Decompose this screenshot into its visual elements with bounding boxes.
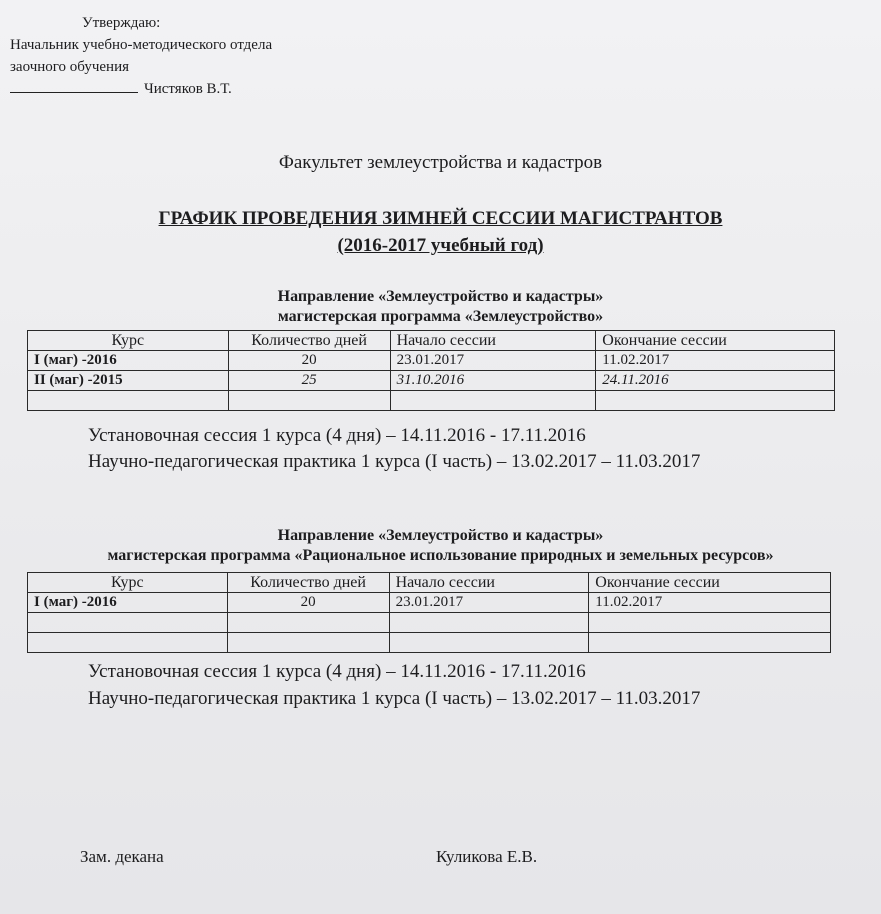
approval-department: заочного обучения <box>10 59 130 75</box>
section1-note-2: Научно-педагогическая практика 1 курса (I часть) – 13.02.2017 – 11.03.2017 <box>88 451 701 472</box>
section1-program: магистерская программа «Землеустройство» <box>277 308 604 325</box>
cell-start <box>390 391 596 411</box>
cell-course <box>28 613 228 633</box>
header-days: Количество дней <box>228 331 390 351</box>
cell-course <box>28 633 228 653</box>
cell-days: 20 <box>227 593 389 613</box>
section2-note-2: Научно-педагогическая практика 1 курса (I часть) – 13.02.2017 – 11.03.2017 <box>88 688 701 709</box>
table-header-row <box>28 573 831 593</box>
footer-name: Куликова Е.В. <box>436 847 538 866</box>
document-title <box>0 205 881 259</box>
section2-program: магистерская программа «Рациональное использование природных и земельных ресурсов» <box>107 547 774 564</box>
cell-days: 20 <box>228 351 390 371</box>
cell-start: 31.10.2016 <box>390 371 596 391</box>
cell-start <box>389 633 589 653</box>
approval-position: Начальник учебно-методического отдела <box>10 37 273 53</box>
cell-start: 23.01.2017 <box>390 351 596 371</box>
cell-course: I (маг) -2016 <box>28 351 229 371</box>
cell-days: 25 <box>228 371 390 391</box>
header-start: Начало сессии <box>390 331 596 351</box>
table-header-row <box>28 331 835 351</box>
cell-course <box>28 391 229 411</box>
cell-end <box>596 391 835 411</box>
section1-direction: Направление «Землеустройство и кадастры» <box>277 288 604 305</box>
approval-block <box>10 12 272 100</box>
cell-days <box>227 613 389 633</box>
footer-position: Зам. декана <box>80 847 164 866</box>
cell-end <box>589 613 831 633</box>
cell-end: 11.02.2017 <box>589 593 831 613</box>
header-days: Количество дней <box>227 573 389 593</box>
approval-signer: Чистяков В.Т. <box>144 81 232 97</box>
header-end: Окончание сессии <box>596 331 835 351</box>
table-row <box>28 613 831 633</box>
section2-header <box>0 526 881 566</box>
header-course: Курс <box>28 331 229 351</box>
header-start: Начало сессии <box>389 573 589 593</box>
cell-end <box>589 633 831 653</box>
faculty-name: Факультет землеустройства и кадастров <box>278 152 603 173</box>
header-end: Окончание сессии <box>589 573 831 593</box>
section2-direction: Направление «Землеустройство и кадастры» <box>277 527 604 544</box>
table-row <box>28 371 835 391</box>
approval-signature-row <box>10 78 272 100</box>
table-row <box>28 391 835 411</box>
cell-end: 11.02.2017 <box>596 351 835 371</box>
cell-start: 23.01.2017 <box>389 593 589 613</box>
section1-header <box>0 287 881 327</box>
section2-table <box>27 572 831 653</box>
section1-table <box>27 330 835 411</box>
section2-note-1: Установочная сессия 1 курса (4 дня) – 14.11.2016 - 17.11.2016 <box>88 661 586 682</box>
header-course: Курс <box>28 573 228 593</box>
cell-days <box>227 633 389 653</box>
approval-heading: Утверждаю: <box>82 15 161 31</box>
table-row <box>28 633 831 653</box>
title-line-1: ГРАФИК ПРОВЕДЕНИЯ ЗИМНЕЙ СЕССИИ МАГИСТРАНТОВ <box>158 208 723 229</box>
table-row <box>28 351 835 371</box>
signature-line <box>10 92 138 93</box>
cell-days <box>228 391 390 411</box>
title-line-2: (2016-2017 учебный год) <box>337 235 544 256</box>
section1-note-1: Установочная сессия 1 курса (4 дня) – 14.11.2016 - 17.11.2016 <box>88 425 586 446</box>
cell-end: 24.11.2016 <box>596 371 835 391</box>
cell-course: I (маг) -2016 <box>28 593 228 613</box>
cell-course: II (маг) -2015 <box>28 371 229 391</box>
cell-start <box>389 613 589 633</box>
table-row <box>28 593 831 613</box>
